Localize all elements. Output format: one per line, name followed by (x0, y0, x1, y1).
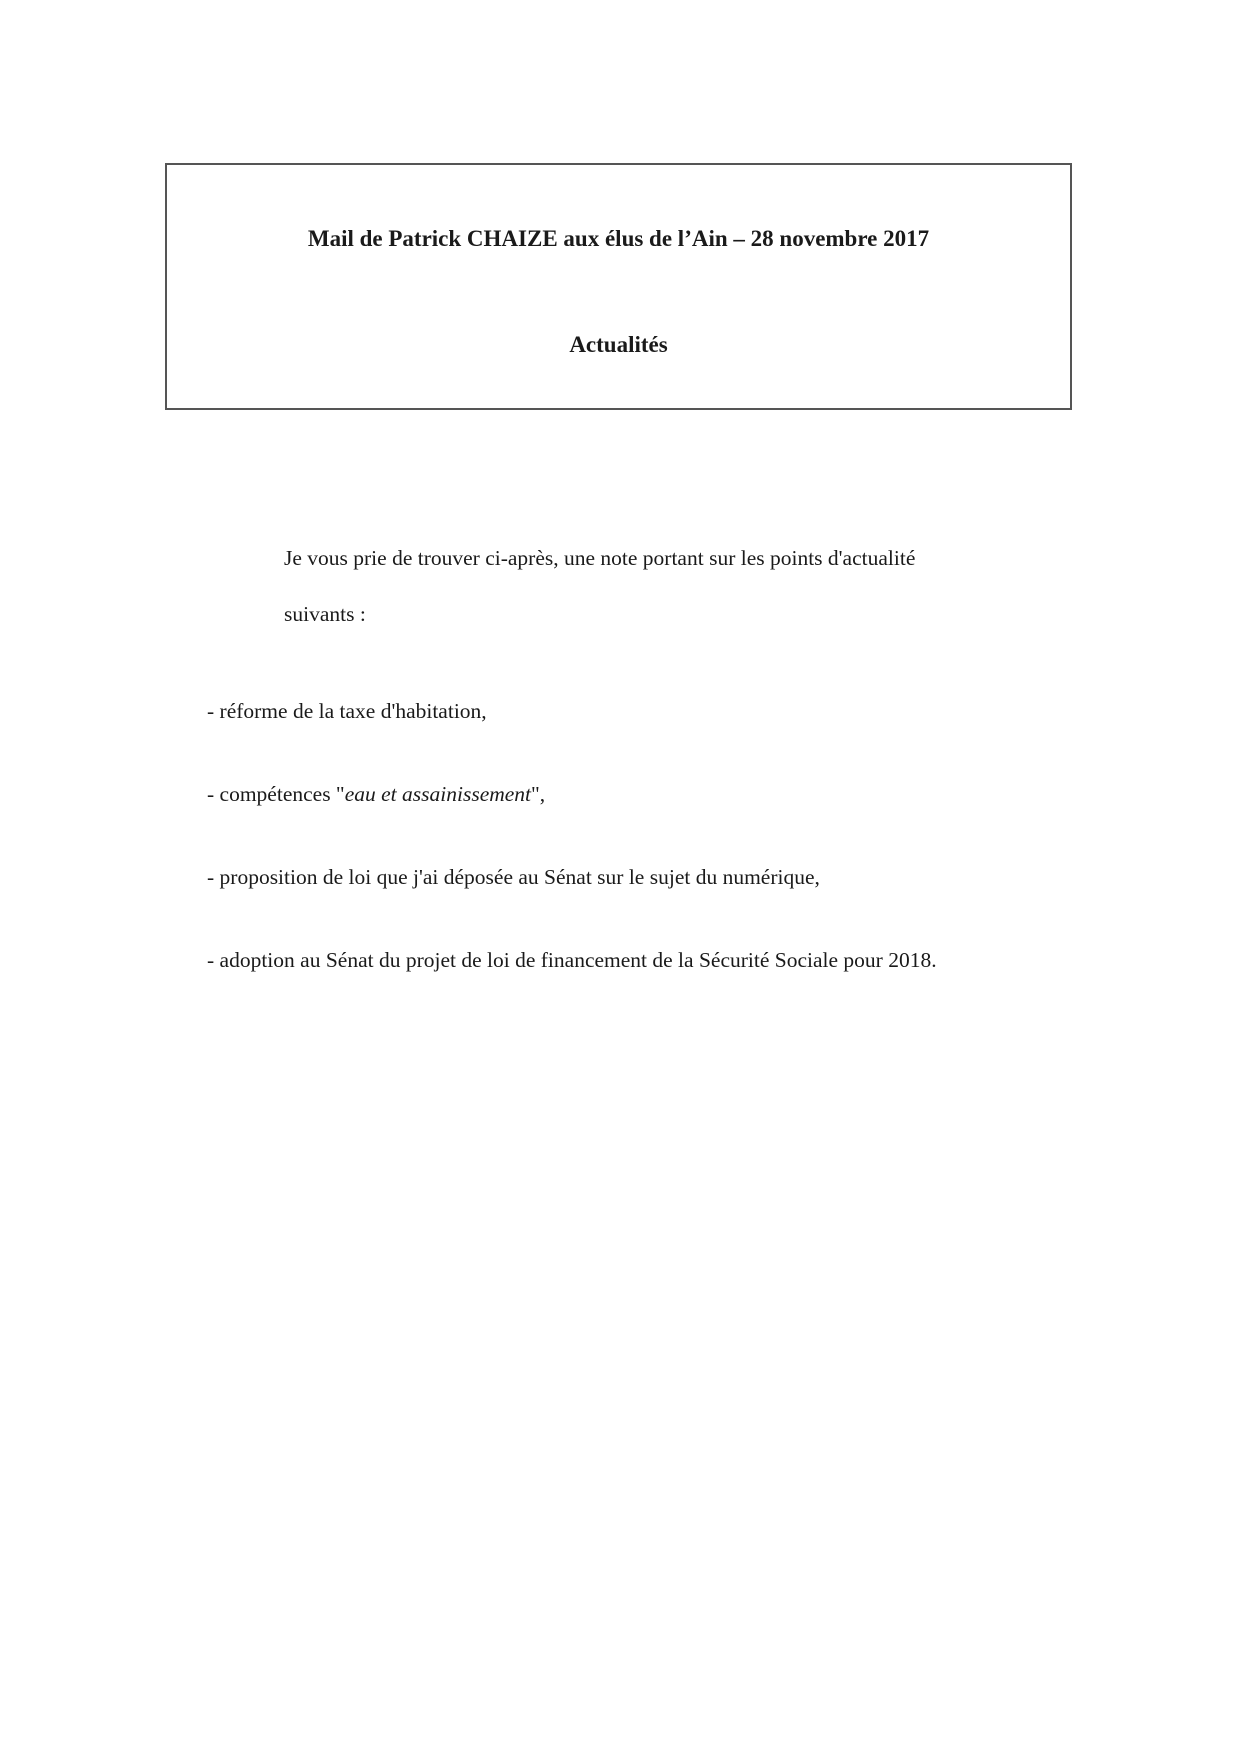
document-subtitle: Actualités (569, 332, 668, 357)
list-item (207, 694, 1107, 777)
list-item-prefix: - compétences " (207, 782, 345, 806)
list-item-text: - adoption au Sénat du projet de loi de financement de la Sécurité Sociale pour 2018. (207, 948, 937, 972)
list-item (207, 943, 1107, 1026)
document-title: Mail de Patrick CHAIZE aux élus de l’Ain – 28 novembre 2017 (307, 226, 930, 251)
header-box (165, 163, 1072, 410)
list-item (207, 777, 1107, 860)
intro-line-1: Je vous prie de trouver ci-après, une note portant sur les points d'actualité (284, 546, 916, 570)
list-item-text: - proposition de loi que j'ai déposée au Sénat sur le sujet du numérique, (207, 865, 820, 889)
list-item-emphasis: eau et assainissement (344, 782, 532, 806)
list-item-text: - réforme de la taxe d'habitation, (207, 699, 487, 723)
list-item-suffix: ", (531, 782, 546, 806)
list-item (207, 860, 1107, 943)
intro-paragraph (284, 530, 1044, 642)
topics-list (207, 694, 1107, 1026)
intro-line-2: suivants : (284, 602, 366, 626)
